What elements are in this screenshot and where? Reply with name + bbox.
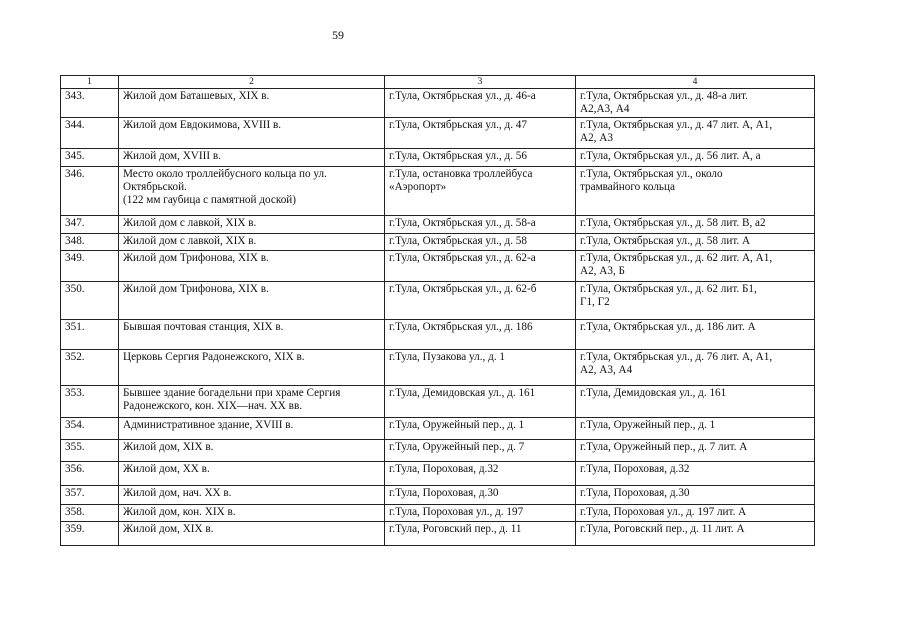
object-name: Жилой дом Трифонова, XIX в.	[119, 251, 385, 282]
object-address: г.Тула, Октябрьская ул., д. 56 лит. А, а	[576, 149, 815, 167]
object-address: г.Тула, Октябрьская ул., д. 62 лит. Б1, Г1, Г2	[576, 282, 815, 320]
object-location: г.Тула, Октябрьская ул., д. 46-а	[385, 89, 576, 118]
object-name: Жилой дом Евдокимова, XVIII в.	[119, 118, 385, 149]
row-number: 348.	[61, 234, 119, 251]
row-number: 346.	[61, 167, 119, 216]
object-location: г.Тула, Октябрьская ул., д. 186	[385, 320, 576, 350]
row-number: 354.	[61, 418, 119, 440]
object-name: Жилой дом, XVIII в.	[119, 149, 385, 167]
row-number: 344.	[61, 118, 119, 149]
object-address: г.Тула, Октябрьская ул., около трамвайного кольца	[576, 167, 815, 216]
table-row	[61, 462, 815, 486]
object-location: г.Тула, Октябрьская ул., д. 58-а	[385, 216, 576, 234]
table-row	[61, 216, 815, 234]
row-number: 343.	[61, 89, 119, 118]
object-name: Бывшая почтовая станция, XIX в.	[119, 320, 385, 350]
object-location: г.Тула, Пороховая, д.30	[385, 486, 576, 505]
object-name: Жилой дом, XIX в.	[119, 440, 385, 462]
table-row	[61, 418, 815, 440]
object-address: г.Тула, Пороховая ул., д. 197 лит. А	[576, 505, 815, 522]
object-address: г.Тула, Октябрьская ул., д. 62 лит. А, А1, А2, А3, Б	[576, 251, 815, 282]
object-location: г.Тула, Октябрьская ул., д. 56	[385, 149, 576, 167]
table-row	[61, 234, 815, 251]
object-name: Административное здание, XVIII в.	[119, 418, 385, 440]
object-location: г.Тула, Октябрьская ул., д. 62-б	[385, 282, 576, 320]
row-number: 347.	[61, 216, 119, 234]
object-address: г.Тула, Октябрьская ул., д. 186 лит. А	[576, 320, 815, 350]
column-header-3: 3	[385, 76, 576, 89]
table-row	[61, 118, 815, 149]
object-address: г.Тула, Октябрьская ул., д. 48-а лит. А2,А3, А4	[576, 89, 815, 118]
object-address: г.Тула, Роговский пер., д. 11 лит. А	[576, 522, 815, 546]
object-location: г.Тула, Оружейный пер., д. 7	[385, 440, 576, 462]
column-header-1: 1	[61, 76, 119, 89]
table-row	[61, 505, 815, 522]
table-row	[61, 486, 815, 505]
object-address: г.Тула, Пороховая, д.32	[576, 462, 815, 486]
table-row	[61, 167, 815, 216]
object-location: г.Тула, остановка троллейбуса «Аэропорт»	[385, 167, 576, 216]
object-name: Церковь Сергия Радонежского, XIX в.	[119, 350, 385, 386]
object-location: г.Тула, Пороховая, д.32	[385, 462, 576, 486]
object-name: Жилой дом, XX в.	[119, 462, 385, 486]
page-number: 59	[332, 28, 344, 42]
object-location: г.Тула, Пузакова ул., д. 1	[385, 350, 576, 386]
object-address: г.Тула, Октябрьская ул., д. 58 лит. В, а2	[576, 216, 815, 234]
table-row	[61, 522, 815, 546]
object-name: Место около троллейбусного кольца по ул. Октябрьской. (122 мм гаубица с памятной доской)	[119, 167, 385, 216]
object-address: г.Тула, Октябрьская ул., д. 47 лит. А, А1, А2, А3	[576, 118, 815, 149]
table-row	[61, 320, 815, 350]
object-address: г.Тула, Оружейный пер., д. 1	[576, 418, 815, 440]
column-header-2: 2	[119, 76, 385, 89]
object-name: Жилой дом с лавкой, XIX в.	[119, 216, 385, 234]
table-row	[61, 440, 815, 462]
table-header-row	[61, 76, 815, 89]
row-number: 357.	[61, 486, 119, 505]
row-number: 345.	[61, 149, 119, 167]
object-name: Жилой дом Трифонова, XIX в.	[119, 282, 385, 320]
object-address: г.Тула, Демидовская ул., д. 161	[576, 386, 815, 418]
row-number: 356.	[61, 462, 119, 486]
object-location: г.Тула, Демидовская ул., д. 161	[385, 386, 576, 418]
object-location: г.Тула, Октябрьская ул., д. 47	[385, 118, 576, 149]
row-number: 355.	[61, 440, 119, 462]
table-row	[61, 89, 815, 118]
row-number: 350.	[61, 282, 119, 320]
row-number: 352.	[61, 350, 119, 386]
table-row	[61, 350, 815, 386]
object-name: Жилой дом с лавкой, XIX в.	[119, 234, 385, 251]
table-row	[61, 251, 815, 282]
column-header-4: 4	[576, 76, 815, 89]
row-number: 353.	[61, 386, 119, 418]
object-location: г.Тула, Роговский пер., д. 11	[385, 522, 576, 546]
object-name: Жилой дом, XIX в.	[119, 522, 385, 546]
object-address: г.Тула, Октябрьская ул., д. 76 лит. А, А1, А2, А3, А4	[576, 350, 815, 386]
row-number: 349.	[61, 251, 119, 282]
table-row	[61, 386, 815, 418]
object-name: Жилой дом, нач. XX в.	[119, 486, 385, 505]
row-number: 359.	[61, 522, 119, 546]
object-address: г.Тула, Оружейный пер., д. 7 лит. А	[576, 440, 815, 462]
object-location: г.Тула, Оружейный пер., д. 1	[385, 418, 576, 440]
object-location: г.Тула, Октябрьская ул., д. 58	[385, 234, 576, 251]
object-name: Жилой дом, кон. XIX в.	[119, 505, 385, 522]
object-name: Жилой дом Баташевых, XIX в.	[119, 89, 385, 118]
row-number: 358.	[61, 505, 119, 522]
object-address: г.Тула, Октябрьская ул., д. 58 лит. А	[576, 234, 815, 251]
object-address: г.Тула, Пороховая, д.30	[576, 486, 815, 505]
object-location: г.Тула, Октябрьская ул., д. 62-а	[385, 251, 576, 282]
object-location: г.Тула, Пороховая ул., д. 197	[385, 505, 576, 522]
table-row	[61, 282, 815, 320]
table-row	[61, 149, 815, 167]
object-name: Бывшее здание богадельни при храме Сергия Радонежского, кон. XIX—нач. XX вв.	[119, 386, 385, 418]
row-number: 351.	[61, 320, 119, 350]
heritage-registry-table	[60, 75, 815, 546]
